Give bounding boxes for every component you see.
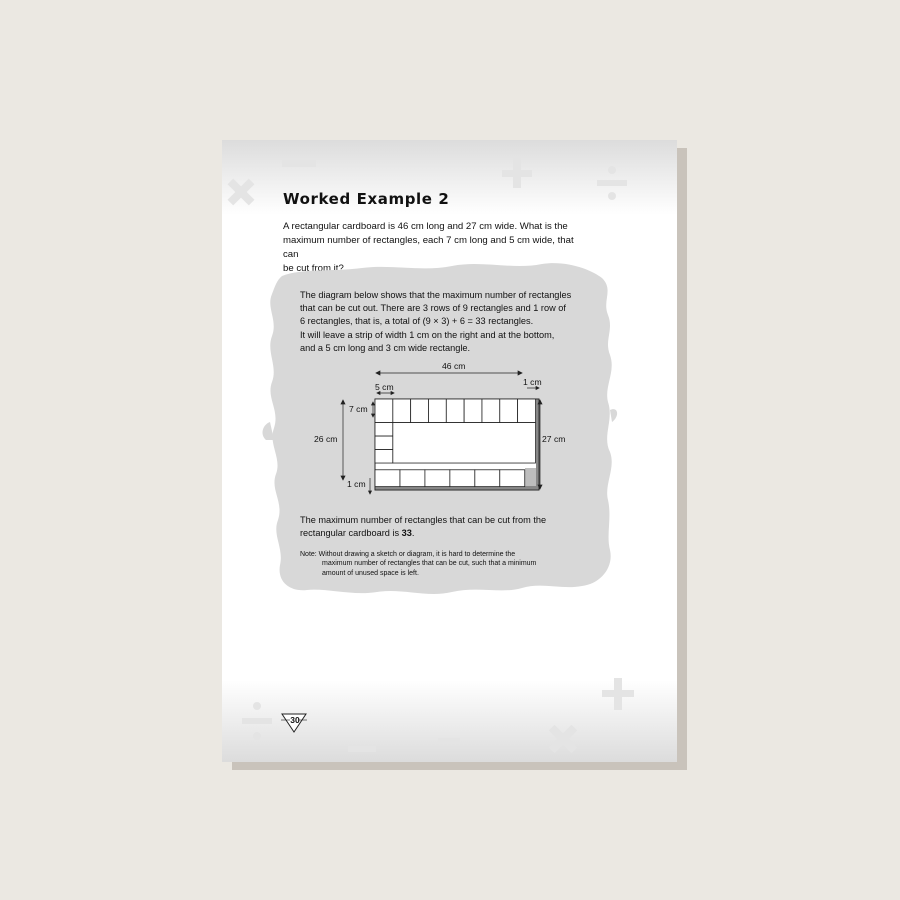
label-strip-bottom: 1 cm [347, 479, 366, 489]
cut-rectangle [393, 423, 536, 463]
cut-rectangle [518, 399, 536, 423]
explanation-line: The diagram below shows that the maximum number of rectangles [300, 290, 572, 300]
explanation-line: that can be cut out. There are 3 rows of 9 rectangles and 1 row of [300, 303, 566, 314]
cardboard-diagram [222, 140, 677, 762]
conclusion-line: The maximum number of rectangles that can be cut from the [300, 515, 547, 525]
cut-rectangle [375, 470, 400, 487]
explanation-line: 6 rectangles, that is, a total of (9 × 3) + 6 = 33 rectangles. [300, 316, 534, 327]
note-text [300, 550, 600, 578]
cut-rectangle [425, 470, 450, 487]
label-rect-length: 7 cm [349, 404, 368, 414]
note-line: Note: Without drawing a sketch or diagram, it is hard to determine the [300, 551, 516, 558]
arrowhead [376, 371, 380, 375]
explanation-line: and a 5 cm long and 3 cm wide rectangle. [300, 342, 471, 353]
unused-corner-rect [525, 468, 536, 486]
label-length: 46 cm [442, 361, 466, 371]
question-line: A rectangular cardboard is 46 cm long and 27 cm wide. What is the [283, 221, 568, 232]
label-height-total: 27 cm [542, 434, 566, 444]
label-height-inner: 26 cm [314, 434, 338, 444]
cut-rectangle [375, 450, 393, 463]
arrowhead [341, 476, 345, 480]
cut-rectangle [464, 399, 482, 423]
cut-rectangle [446, 399, 464, 423]
label-rect-width: 5 cm [375, 382, 394, 392]
cut-rectangle [375, 399, 393, 423]
question-line: be cut from it? [283, 263, 344, 274]
cut-rectangle [500, 399, 518, 423]
explanation-line: It will leave a strip of width 1 cm on the right and at the bottom, [300, 329, 555, 340]
label-strip-right: 1 cm [523, 377, 542, 387]
arrowhead [518, 371, 522, 375]
cut-rectangle [482, 399, 500, 423]
conclusion-line [300, 527, 600, 540]
unused-strip-right [536, 399, 539, 490]
arrowhead [372, 402, 375, 405]
conclusion-text [300, 514, 600, 540]
cut-rectangle [411, 399, 429, 423]
arrowhead [372, 414, 375, 417]
cut-rectangle [375, 436, 393, 449]
cut-rectangles [375, 399, 535, 487]
note-line: amount of unused space is left. [322, 569, 419, 577]
cut-rectangle [450, 470, 475, 487]
cut-rectangle [400, 470, 425, 487]
arrowhead [369, 491, 372, 494]
question-line: maximum number of rectangles, each 7 cm long and 5 cm wide, that can [283, 235, 574, 260]
page-title: Worked Example 2 [283, 190, 450, 208]
book-page [222, 140, 677, 762]
cut-rectangle [428, 399, 446, 423]
page-number: 30 [290, 715, 300, 725]
note-line: maximum number of rectangles that can be cut, such that a minimum [322, 560, 537, 568]
cut-rectangle [500, 470, 525, 487]
cut-rectangle [393, 399, 411, 423]
answer-value: 33 [401, 528, 412, 538]
cut-rectangle [375, 423, 393, 436]
conclusion-suffix: . [411, 528, 415, 538]
page-number-badge [280, 712, 308, 734]
cut-rectangle [475, 470, 500, 487]
arrowhead [341, 400, 345, 404]
conclusion-prefix: rectangular cardboard is [300, 528, 402, 538]
